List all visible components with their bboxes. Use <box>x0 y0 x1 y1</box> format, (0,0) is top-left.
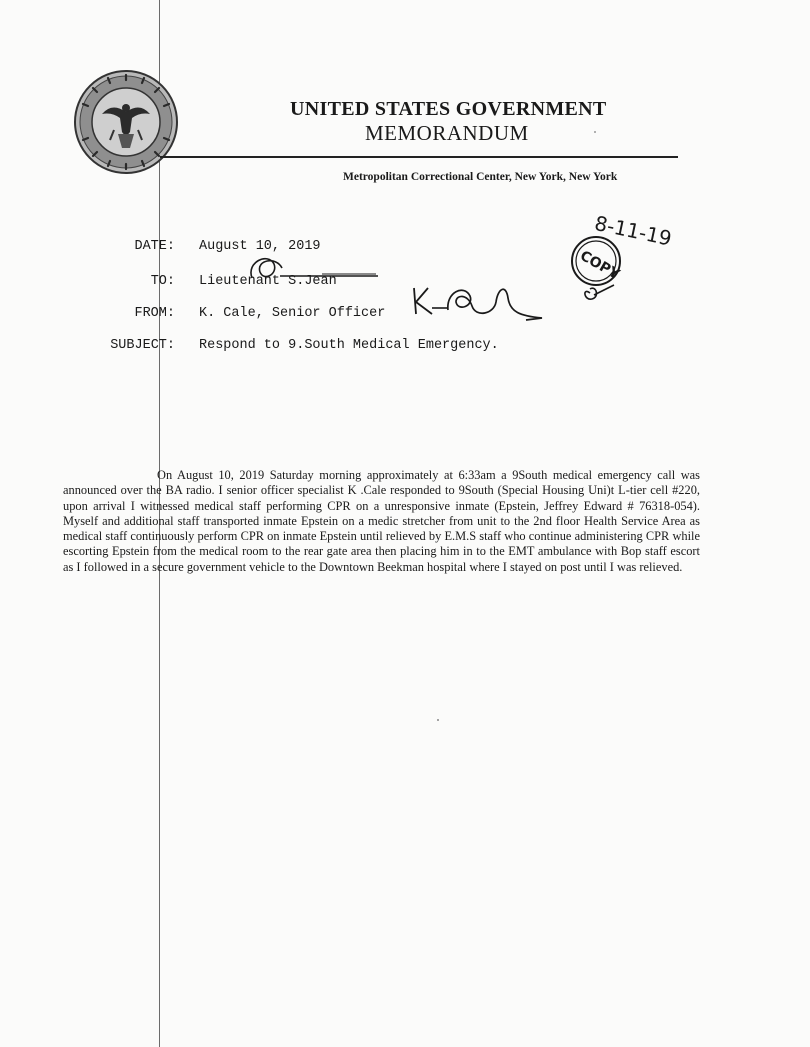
date-label: DATE: <box>134 239 175 254</box>
copy-stamp-and-date-note <box>560 205 690 315</box>
svg-text:COPY: COPY <box>577 247 623 283</box>
memo-header-title: UNITED STATES GOVERNMENT <box>290 98 607 120</box>
to-value: Lieutenant S.Jean <box>199 274 337 289</box>
memo-location: Metropolitan Correctional Center, New York, New York <box>343 171 618 183</box>
memo-header-subtitle: MEMORANDUM <box>365 121 529 145</box>
initials-signature <box>242 248 382 286</box>
memo-body <box>63 468 700 575</box>
date-value: August 10, 2019 <box>199 239 321 254</box>
from-label: FROM: <box>134 306 175 321</box>
svg-text:8-11-19: 8-11-19 <box>592 210 674 251</box>
scan-speck <box>437 719 439 721</box>
officer-signature <box>410 278 545 326</box>
doj-seal-logo <box>72 68 180 176</box>
memo-body-paragraph: On August 10, 2019 Saturday morning approximately at 6:33am a 9South medical emergency call was announced over the BA radio. I senior officer specialist K .Cale responded to 9South (Special Housing Uni)t L-tier cell #220, upon arrival I witnessed medical staff performing CPR on a unresponsive inmate (Epstein, Jeffrey Edward # 76318-054). Myself and additional staff transported inmate Epstein on a medic stretcher from unit to the 2nd floor Health Service Area as medical staff continuously perform CPR on inmate Epstein until relieved by E.M.S staff who continue administering CPR while escorting Epstein from the medical room to the rear gate area then placing him in to the EMT ambulance with Bop staff escort as I followed in a secure government vehicle to the Downtown Beekman hospital where I stayed on post until I was relieved. <box>63 468 700 574</box>
header-divider <box>160 156 678 158</box>
to-label: TO: <box>150 274 175 289</box>
scan-speck <box>594 131 596 133</box>
subject-value: Respond to 9.South Medical Emergency. <box>199 338 499 353</box>
subject-label: SUBJECT: <box>110 338 175 353</box>
from-value: K. Cale, Senior Officer <box>199 306 386 321</box>
